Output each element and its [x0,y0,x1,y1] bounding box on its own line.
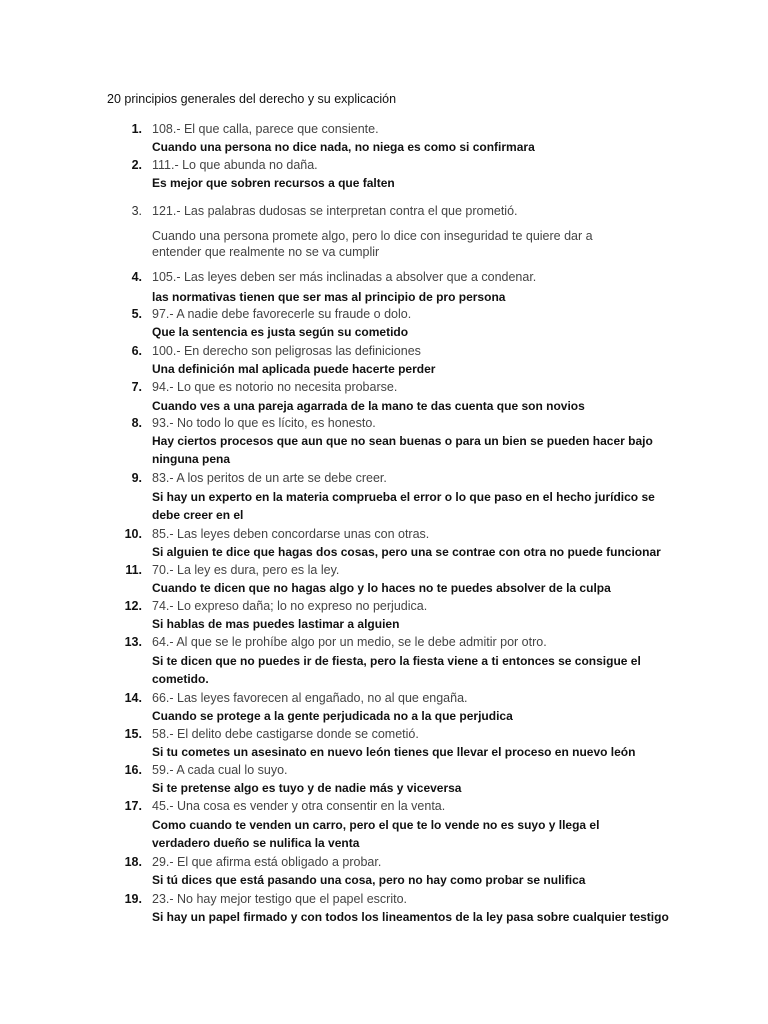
item-principle: 111.- Lo que abunda no daña. [152,158,318,172]
item-number: 16. [124,763,142,777]
item-explanation: Cuando una persona no dice nada, no niega es como si confirmara [152,140,535,154]
item-explanation: Que la sentencia es justa según su cometido [152,325,409,339]
item-principle: 64.- Al que se le prohíbe algo por un medio, se le debe admitir por otro. [152,635,547,649]
item-number: 7. [131,380,142,394]
item-principle: 100.- En derecho son peligrosas las definiciones [152,344,421,358]
item-principle: 23.- No hay mejor testigo que el papel escrito. [152,892,407,906]
item-explanation: Cuando se protege a la gente perjudicada no a la que perjudica [152,709,513,723]
item-explanation: Si alguien te dice que hagas dos cosas, pero una se contrae con otra no puede funcionar [152,545,661,559]
item-explanation: Si tú dices que está pasando una cosa, pero no hay como probar se nulifica [152,873,586,887]
item-explanation: Si te pretense algo es tuyo y de nadie más y viceversa [152,781,462,795]
item-explanation: las normativas tienen que ser mas al principio de pro persona [152,290,506,304]
item-explanation: Si tu cometes un asesinato en nuevo león tienes que llevar el proceso en nuevo león [152,745,636,759]
item-number: 18. [124,855,142,869]
item-explanation: Cuando ves a una pareja agarrada de la mano te das cuenta que son novios [152,399,585,413]
item-explanation: Una definición mal aplicada puede hacerte perder [152,362,436,376]
item-number: 5. [131,307,142,321]
item-principle: 83.- A los peritos de un arte se debe creer. [152,471,387,485]
item-principle: 97.- A nadie debe favorecerle su fraude o dolo. [152,307,412,321]
item-explanation: Cuando te dicen que no hagas algo y lo haces no te puedes absolver de la culpa [152,581,611,595]
item-explanation: Si hay un papel firmado y con todos los lineamentos de la ley pasa sobre cualquier testigo [152,910,669,924]
item-number: 9. [131,471,142,485]
item-number: 8. [131,416,142,430]
item-principle: 94.- Lo que es notorio no necesita probarse. [152,380,398,394]
item-principle: 93.- No todo lo que es lícito, es honesto. [152,416,376,430]
item-number: 11. [125,563,142,577]
item-explanation: Como cuando te venden un carro, pero el que te lo vende no es suyo y llega el verdadero dueño se nulifica la venta [152,818,600,850]
item-principle: 45.- Una cosa es vender y otra consentir en la venta. [152,799,446,813]
item-principle: 105.- Las leyes deben ser más inclinadas a absolver que a condenar. [152,270,537,284]
item-principle: 74.- Lo expreso daña; lo no expreso no perjudica. [152,599,428,613]
item-number: 15. [124,727,142,741]
item-number: 4. [131,270,142,284]
item-principle: 85.- Las leyes deben concordarse unas con otras. [152,527,430,541]
item-explanation: Es mejor que sobren recursos a que falten [152,176,395,190]
item-number: 6. [131,344,142,358]
item-explanation: Hay ciertos procesos que aun que no sean buenas o para un bien se pueden hacer bajo ninguna pena [152,434,653,466]
item-number: 10. [124,527,142,541]
item-number: 12. [124,599,142,613]
item-number: 17. [124,799,142,813]
item-number: 1. [131,122,142,136]
item-principle: 121.- Las palabras dudosas se interpretan contra el que prometió. [152,204,518,218]
item-explanation: Si hablas de mas puedes lastimar a alguien [152,617,400,631]
item-explanation: Si hay un experto en la materia comprueba el error o lo que paso en el hecho jurídico se debe creer en el [152,490,655,522]
item-principle: 29.- El que afirma está obligado a probar. [152,855,382,869]
item-number: 19. [124,892,142,906]
item-principle: 59.- A cada cual lo suyo. [152,763,288,777]
item-explanation: Si te dicen que no puedes ir de fiesta, pero la fiesta viene a ti entonces se consigue el cometido. [152,654,641,686]
item-number: 13. [124,635,142,649]
item-explanation: Cuando una persona promete algo, pero lo dice con inseguridad te quiere dar a entender que realmente no se va cumplir [152,229,593,259]
item-principle: 66.- Las leyes favorecen al engañado, no al que engaña. [152,691,468,705]
item-number: 3. [131,204,142,218]
item-number: 2. [131,158,142,172]
item-principle: 70.- La ley es dura, pero es la ley. [152,563,340,577]
item-principle: 108.- El que calla, parece que consiente. [152,122,379,136]
item-principle: 58.- El delito debe castigarse donde se cometió. [152,727,419,741]
document-title: 20 principios generales del derecho y su explicación [107,92,397,106]
item-number: 14. [124,691,142,705]
